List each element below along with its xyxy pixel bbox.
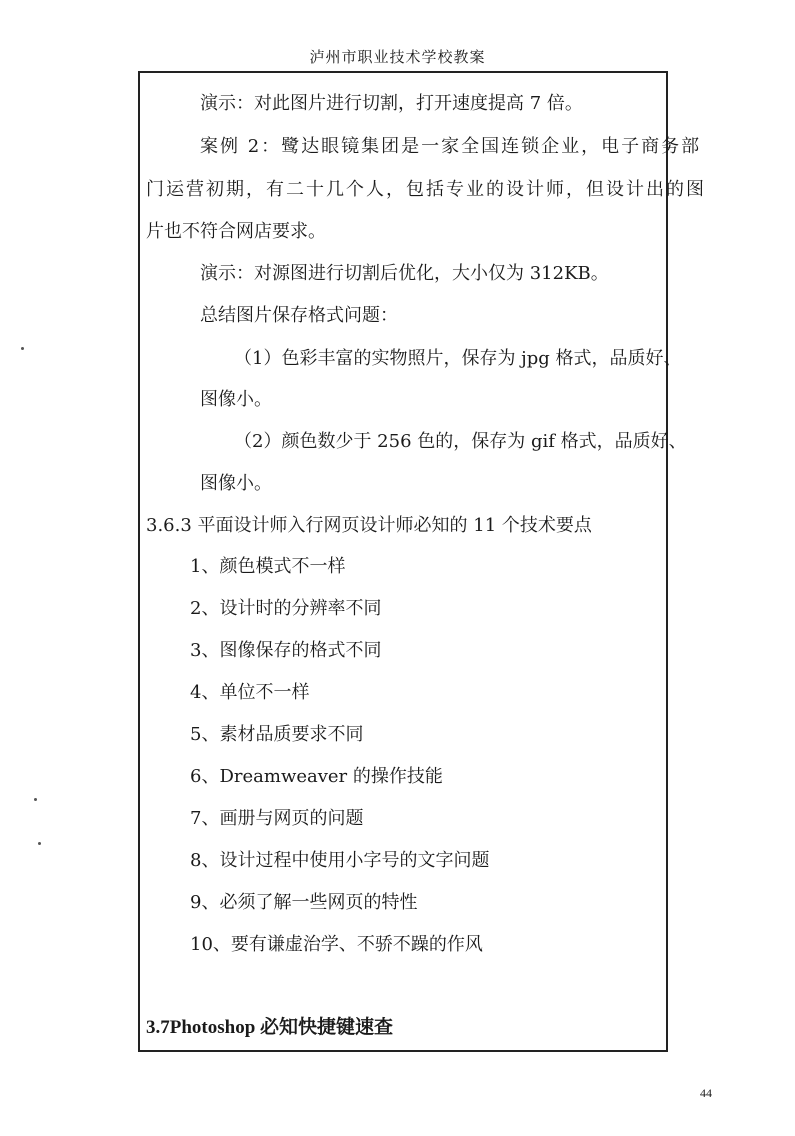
list-item: 10、要有谦虚治学、不骄不躁的作风 — [190, 934, 483, 955]
paragraph-case-2-line-2: 门运营初期，有二十几个人，包括专业的设计师，但设计出的图 — [146, 179, 706, 200]
paragraph-demo-2: 演示：对源图进行切割后优化，大小仅为 312KB。 — [200, 263, 609, 284]
list-item: 8、设计过程中使用小字号的文字问题 — [190, 850, 490, 871]
paragraph-demo-1: 演示：对此图片进行切割，打开速度提高 7 倍。 — [200, 93, 583, 114]
section-heading: 3.7Photoshop 必知快捷键速查 — [146, 1017, 394, 1038]
paragraph-case-2-line-1: 案例 2：鹭达眼镜集团是一家全国连锁企业，电子商务部 — [200, 136, 702, 157]
paragraph-summary: 总结图片保存格式问题： — [200, 305, 398, 326]
scan-speck — [38, 842, 41, 845]
list-item: 6、Dreamweaver 的操作技能 — [190, 766, 443, 787]
list-item: 4、单位不一样 — [190, 682, 310, 703]
scan-speck — [21, 347, 24, 350]
page-header: 泸州市职业技术学校教案 — [309, 48, 486, 66]
page-number: 44 — [700, 1086, 712, 1100]
paragraph-format-gif: （2）颜色数少于 256 色的，保存为 gif 格式，品质好、 — [234, 431, 687, 452]
paragraph-format-gif-cont: 图像小。 — [200, 473, 272, 494]
list-item: 5、素材品质要求不同 — [190, 724, 364, 745]
list-item: 2、设计时的分辨率不同 — [190, 598, 382, 619]
subsection-heading: 3.6.3 平面设计师入行网页设计师必知的 11 个技术要点 — [146, 515, 592, 536]
list-item: 1、颜色模式不一样 — [190, 556, 346, 577]
paragraph-format-jpg: （1）色彩丰富的实物照片，保存为 jpg 格式，品质好、 — [234, 348, 682, 369]
list-item: 7、画册与网页的问题 — [190, 808, 364, 829]
paragraph-format-jpg-cont: 图像小。 — [200, 389, 272, 410]
list-item: 3、图像保存的格式不同 — [190, 640, 382, 661]
scan-speck — [34, 798, 37, 801]
list-item: 9、必须了解一些网页的特性 — [190, 892, 418, 913]
paragraph-case-2-line-3: 片也不符合网店要求。 — [146, 221, 326, 242]
